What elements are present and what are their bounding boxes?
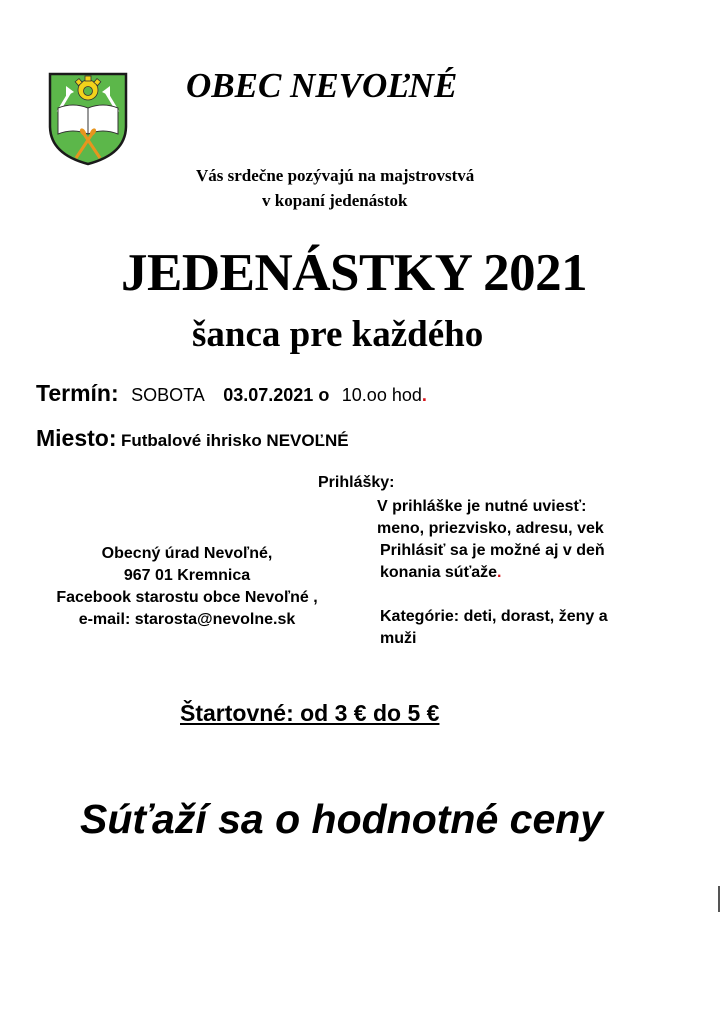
contact-block: [36, 543, 338, 631]
registration-line: Prihlásiť sa je možné aj v deň: [380, 542, 605, 559]
invitation-line-2: v kopaní jedenástok: [262, 191, 408, 210]
invitation-line-1: Vás srdečne pozývajú na majstrovstvá: [196, 166, 475, 185]
termin-day: SOBOTA: [131, 385, 205, 405]
registration-line-text: konania súťaže: [380, 564, 498, 581]
termin-dot: .: [421, 385, 427, 405]
registration-details: [377, 496, 608, 650]
termin-time: 10.oo hod: [341, 385, 422, 405]
categories-line: Kategórie: deti, dorast, ženy a: [380, 608, 608, 625]
miesto-value: Futbalové ihrisko NEVOĽNÉ: [120, 431, 349, 450]
entry-fee: Štartovné: od 3 € do 5 €: [180, 700, 440, 726]
event-place-row: [36, 425, 349, 452]
registration-line-dot: .: [497, 564, 502, 581]
event-title: JEDENÁSTKY 2021: [121, 244, 588, 302]
event-subtitle: šanca pre každého: [192, 314, 484, 355]
coat-of-arms-icon: [46, 70, 130, 166]
registration-line: meno, priezvisko, adresu, vek: [377, 520, 604, 537]
contact-city: 967 01 Kremnica: [123, 567, 251, 584]
contact-office: Obecný úrad Nevoľné,: [101, 545, 273, 562]
village-title: OBEC NEVOĽNÉ: [186, 66, 458, 105]
registration-line: [380, 562, 608, 584]
categories-line: muži: [380, 630, 417, 647]
termin-label: Termín:: [36, 380, 119, 406]
contact-facebook: Facebook starostu obce Nevoľné ,: [56, 589, 318, 606]
event-date-row: [36, 380, 427, 407]
contact-email: e-mail: starosta@nevolne.sk: [78, 611, 296, 628]
scan-edge-mark: [718, 886, 720, 912]
miesto-label: Miesto:: [36, 425, 117, 451]
termin-date: 03.07.2021 o: [223, 385, 330, 405]
registration-line: V prihláške je nutné uviesť:: [377, 498, 587, 515]
prizes-line: Súťaží sa o hodnotné ceny: [80, 796, 604, 842]
registration-heading: Prihlášky:: [318, 474, 395, 491]
